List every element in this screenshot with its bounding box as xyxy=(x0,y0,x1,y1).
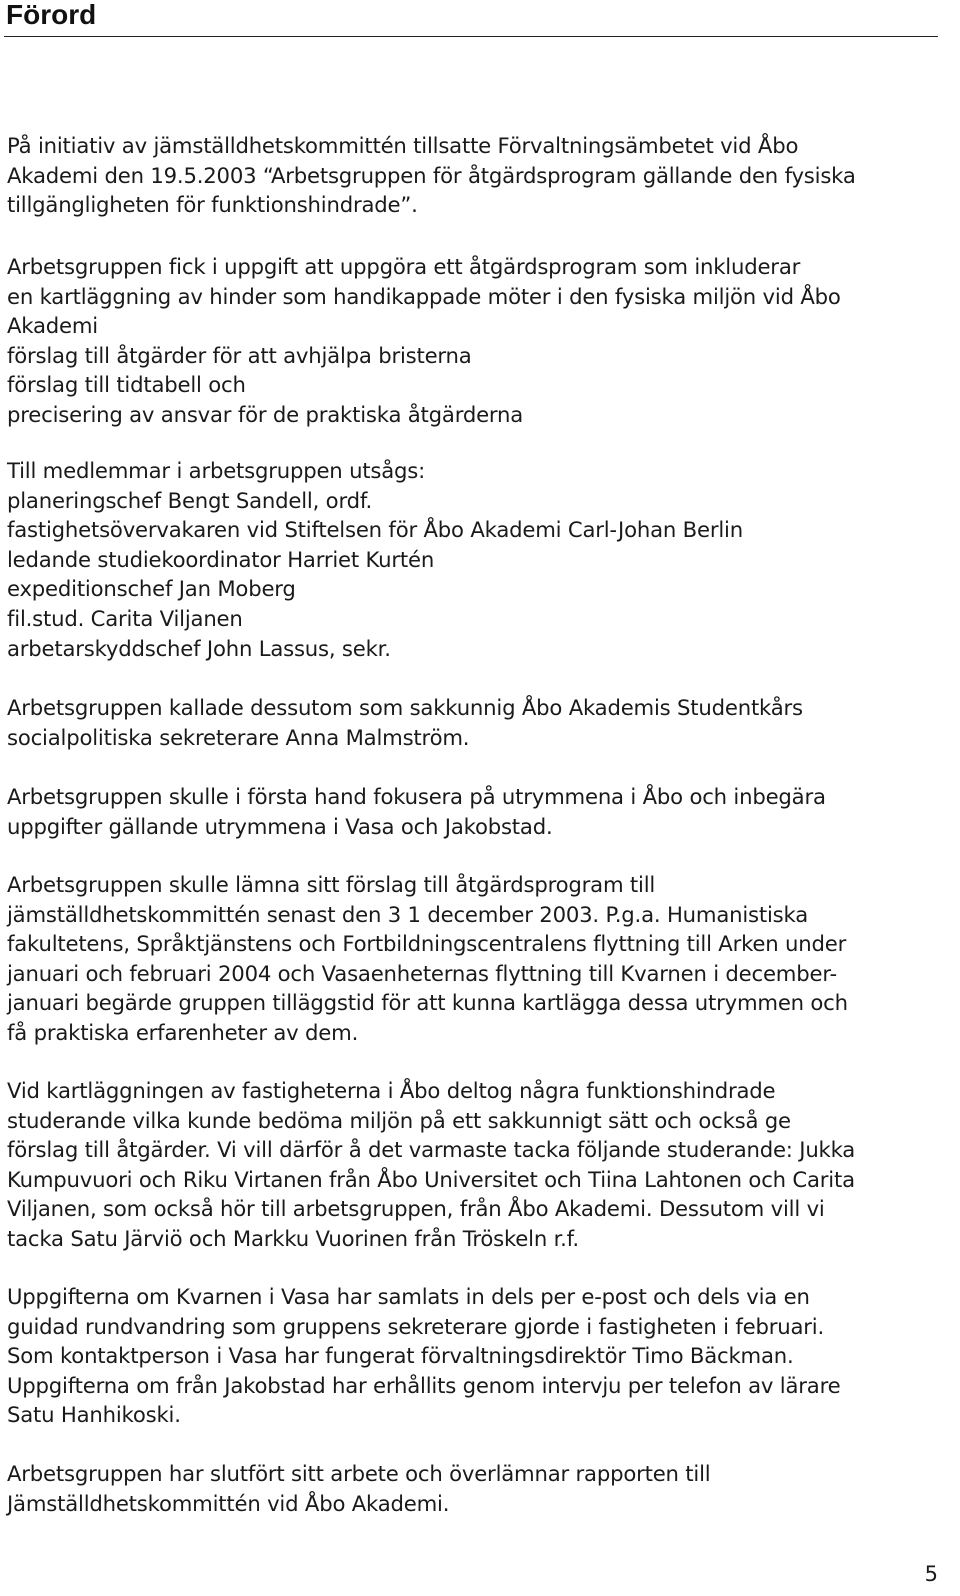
text-line: expeditionschef Jan Moberg xyxy=(7,576,296,602)
text-line: förslag till åtgärder för att avhjälpa bristerna xyxy=(7,342,472,368)
paragraph-deadline xyxy=(7,870,932,1048)
page-number: 5 xyxy=(924,1562,938,1586)
text-line: jämställdhetskommittén senast den 3 1 december 2003. P.g.a. Humanistiska xyxy=(7,901,808,927)
page-title: Förord xyxy=(6,0,97,30)
text-line: förslag till åtgärder. Vi vill därför å det varmaste tacka följande studerande: Jukka xyxy=(7,1137,856,1163)
text-line: Arbetsgruppen skulle lämna sitt förslag till åtgärdsprogram till xyxy=(7,872,656,897)
paragraph-members xyxy=(7,456,932,663)
paragraph-expert xyxy=(7,693,932,752)
paragraph-conclusion xyxy=(7,1459,932,1518)
text-line: Kumpuvuori och Riku Virtanen från Åbo Universitet och Tiina Lahtonen och Carita xyxy=(7,1166,855,1192)
text-line: Viljanen, som också hör till arbetsgruppen, från Åbo Akademi. Dessutom vill vi xyxy=(7,1196,825,1222)
paragraph-vasa-jakobstad xyxy=(7,1282,932,1430)
text-line: tacka Satu Järviö och Markku Vuorinen från Tröskeln r.f. xyxy=(7,1225,579,1251)
text-line: januari och februari 2004 och Vasaenheternas flyttning till Kvarnen i december- xyxy=(7,960,837,986)
text-line: precisering av ansvar för de praktiska åtgärderna xyxy=(7,401,524,427)
text-line: Arbetsgruppen skulle i första hand fokusera på utrymmena i Åbo och inbegära xyxy=(7,784,826,809)
text-line: Akademi den 19.5.2003 “Arbetsgruppen för åtgärdsprogram gällande den fysiska xyxy=(7,162,856,188)
text-line: fakultetens, Språktjänstens och Fortbildningscentralens flyttning till Arken under xyxy=(7,931,847,957)
text-line: Arbetsgruppen kallade dessutom som sakkunnig Åbo Akademis Studentkårs xyxy=(7,695,803,720)
text-line: planeringschef Bengt Sandell, ordf. xyxy=(7,487,373,513)
text-line: arbetarskyddschef John Lassus, sekr. xyxy=(7,635,391,661)
text-line: Uppgifterna om från Jakobstad har erhållits genom intervju per telefon av lärare xyxy=(7,1372,841,1398)
paragraph-intro xyxy=(7,131,932,220)
text-line: januari begärde gruppen tilläggstid för att kunna kartlägga dessa utrymmen och xyxy=(7,990,848,1016)
text-line: uppgifter gällande utrymmena i Vasa och Jakobstad. xyxy=(7,813,553,839)
text-line: guidad rundvandring som gruppens sekreterare gjorde i fastigheten i februari. xyxy=(7,1313,824,1339)
text-line: fastighetsövervakaren vid Stiftelsen för Åbo Akademi Carl-Johan Berlin xyxy=(7,517,743,543)
text-line: Uppgifterna om Kvarnen i Vasa har samlats in dels per e-post och dels via en xyxy=(7,1284,810,1309)
text-line: Arbetsgruppen har slutfört sitt arbete och överlämnar rapporten till xyxy=(7,1461,711,1486)
text-line: Akademi xyxy=(7,313,98,339)
text-line: Arbetsgruppen fick i uppgift att uppgöra ett åtgärdsprogram som inkluderar xyxy=(7,254,801,279)
text-line: socialpolitiska sekreterare Anna Malmström. xyxy=(7,724,470,750)
text-line: Satu Hanhikoski. xyxy=(7,1402,181,1428)
text-line: fil.stud. Carita Viljanen xyxy=(7,605,243,631)
paragraph-thanks xyxy=(7,1076,932,1254)
text-line: Som kontaktperson i Vasa har fungerat förvaltningsdirektör Timo Bäckman. xyxy=(7,1343,794,1369)
text-line: tillgängligheten för funktionshindrade”. xyxy=(7,192,418,218)
paragraph-focus xyxy=(7,782,932,841)
text-line: Till medlemmar i arbetsgruppen utsågs: xyxy=(7,458,426,483)
text-line: ledande studiekoordinator Harriet Kurtén xyxy=(7,546,435,572)
paragraph-assignment xyxy=(7,252,932,430)
text-line: studerande vilka kunde bedöma miljön på ett sakkunnigt sätt och också ge xyxy=(7,1107,791,1133)
text-line: förslag till tidtabell och xyxy=(7,372,246,398)
text-line: Vid kartläggningen av fastigheterna i Åbo deltog några funktionshindrade xyxy=(7,1078,776,1103)
text-line: en kartläggning av hinder som handikappade möter i den fysiska miljön vid Åbo xyxy=(7,283,841,309)
text-line: På initiativ av jämställdhetskommittén tillsatte Förvaltningsämbetet vid Åbo xyxy=(7,133,799,158)
title-divider xyxy=(4,36,938,37)
text-line: få praktiska erfarenheter av dem. xyxy=(7,1019,359,1045)
text-line: Jämställdhetskommittén vid Åbo Akademi. xyxy=(7,1490,450,1516)
